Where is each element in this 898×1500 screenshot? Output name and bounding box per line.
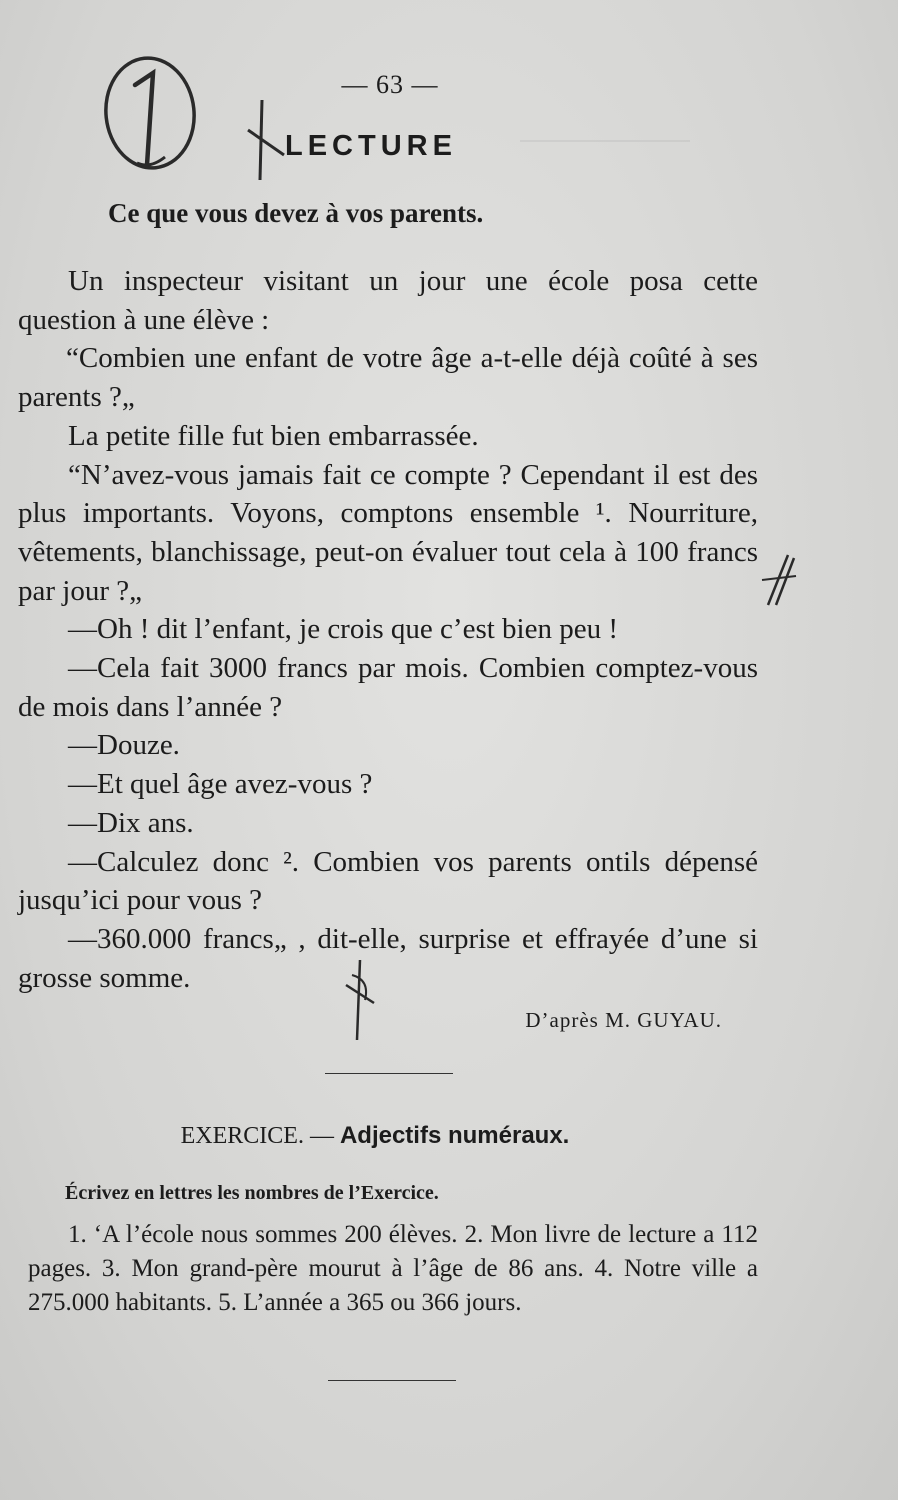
story-paragraph: —Dix ans.: [68, 806, 194, 839]
exercise-text-block: [28, 1218, 758, 1320]
section-heading: LECTURE: [285, 130, 457, 162]
story-paragraph: —Et quel âge avez-vous ?: [68, 768, 373, 801]
story-paragraph: Un inspecteur visitant un jour une école posa cette question à une élève :: [18, 265, 758, 336]
story-paragraph: —Cela fait 3000 francs par mois. Combien comptez-vous de mois dans l’année ?: [18, 652, 758, 723]
story-paragraph: La petite fille fut bien embarrassée.: [68, 419, 479, 452]
exercise-topic: Adjectifs numéraux.: [339, 1122, 570, 1149]
story-paragraph: —Calculez donc ². Combien vos parents ontils dépensé jusqu’ici pour vous ?: [18, 845, 758, 917]
story-paragraph: —Douze.: [68, 729, 180, 762]
exercise-text: 1. ‘A l’école nous sommes 200 élèves. 2. Mon livre de lecture a 112 pages. 3. Mon grand-père mourut à l’âge de 86 ans. 4. Notre ville a 275.000 habitants. 5. L’année a 365 ou 366 jours.: [28, 1221, 758, 1316]
story-paragraph: “N’avez-vous jamais fait ce compte ? Cependant il est des plus importants. Voyons, comptons ensemble ¹. Nourriture, vêtements, blanchissage, peut-on évaluer tout cela à 100 francs par jour ?„: [18, 458, 758, 607]
handwritten-slash-mark-icon: [240, 95, 290, 185]
page-number: — 63 —: [341, 70, 439, 99]
reading-title: Ce que vous devez à vos parents.: [108, 198, 484, 228]
author-attribution: D’après M. GUYAU.: [525, 1008, 722, 1032]
section-divider: [325, 1073, 453, 1074]
reading-text: [18, 262, 758, 997]
story-paragraph: —360.000 francs„ , dit-elle, surprise et effrayée d’une si grosse somme.: [18, 922, 758, 994]
section-divider: [328, 1380, 456, 1381]
exercise-heading: [0, 1122, 750, 1150]
circled-number-annotation-icon: [95, 45, 205, 185]
exercise-instruction: Écrivez en lettres les nombres de l’Exercice.: [65, 1182, 439, 1204]
exercise-label: EXERCICE. —: [180, 1123, 334, 1149]
story-paragraph: “Combien une enfant de votre âge a-t-elle déjà coûté à ses parents ?„: [18, 342, 758, 414]
handwritten-cross-mark-icon: [758, 550, 798, 610]
story-paragraph: —Oh ! dit l’enfant, je crois que c’est bien peu !: [68, 613, 619, 646]
bleed-through-shadow: [520, 140, 690, 182]
